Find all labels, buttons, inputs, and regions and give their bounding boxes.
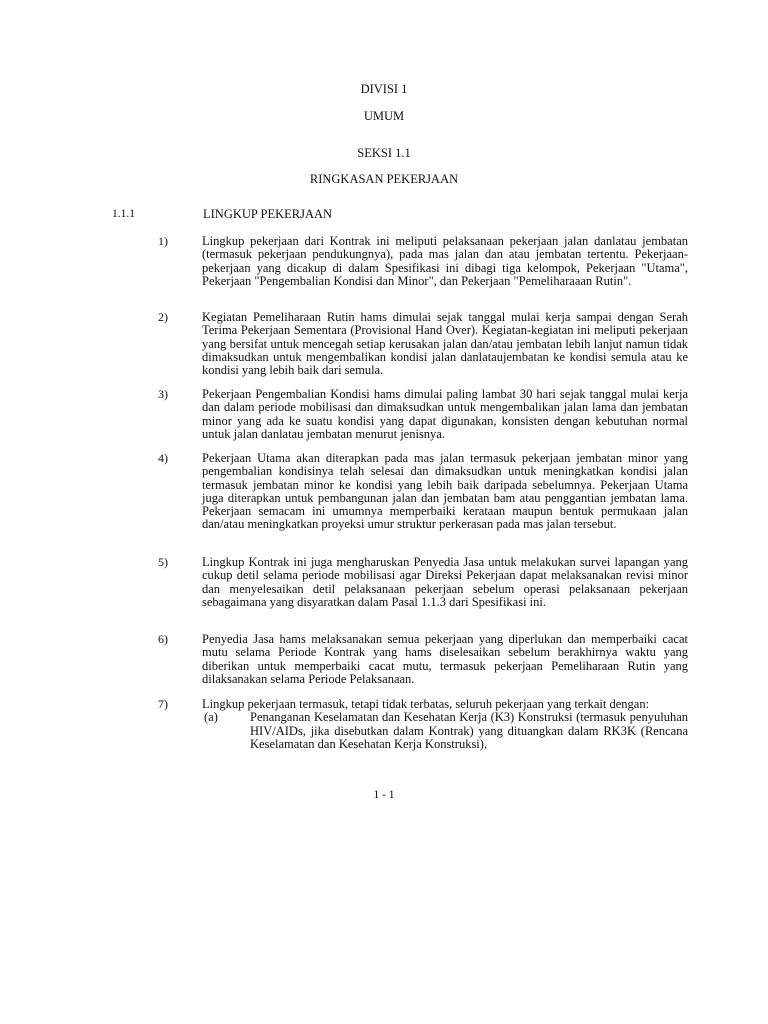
list-item-text: Kegiatan Pemeliharaan Rutin hams dimulai sejak tanggal mulai kerja sampai dengan Serah Terima Pekerjaan Sementara (Provisional Hand Over). Kegiatan-kegiatan ini meliputi pekerjaan yang bersifat untuk mencegah setiap kerusakan jalan dan/atau jembatan lebih lanjut namun tidak dimaksudkan untuk mengembalikan kondisi jalan danlataujembatan ke kondisi semula atau ke kondisi yang lebih baik dari semula. xyxy=(202,310,688,378)
subsection-title: LINGKUP PEKERJAAN xyxy=(203,207,333,221)
list-item-number: 6) xyxy=(158,632,168,646)
list-item-text: Lingkup pekerjaan termasuk, tetapi tidak terbatas, seluruh pekerjaan yang terkait dengan: xyxy=(202,697,650,711)
section-title: RINGKASAN PEKERJAAN xyxy=(309,172,459,186)
list-item-text: Pekerjaan Utama akan diterapkan pada mas jalan termasuk pekerjaan jembatan minor yang pengembalian kondisinya telah selesai dan dimaksudkan untuk meningkatkan kondisi jalan termasuk jembatan minor ke kondisi yang lebih baik daripada sebelumnya. Pekerjaan Utama juga diterapkan untuk pembangunan jalan dan jembatan bam atau penggantian jembatan lama. Pekerjaan semacam ini umumnya memperbaiki kerataan maupun bentuk permukaan jalan dan/atau meningkatkan proyeksi umur struktur perkerasan pada mas jalan tersebut. xyxy=(202,451,688,532)
section-heading: SEKSI 1.1 xyxy=(357,146,411,160)
division-heading: DIVISI 1 xyxy=(360,82,408,96)
list-item-number: 4) xyxy=(158,451,168,465)
list-item-number: 7) xyxy=(158,697,168,711)
sub-list-item-label: (a) xyxy=(204,710,218,725)
category-heading: UMUM xyxy=(363,109,405,123)
list-item-number: 2) xyxy=(158,310,168,324)
subsection-number: 1.1.1 xyxy=(112,208,135,220)
list-item-text: Pekerjaan Pengembalian Kondisi hams dimulai paling lambat 30 hari sejak tanggal mulai kerja dan dalam periode mobilisasi dan dimaksudkan untuk mengembalikan jalan lama dan jembatan minor yang ada ke suatu kondisi yang dapat digunakan, konsisten dengan kebutuhan normal untuk jalan danlatau jembatan menurut jenisnya. xyxy=(202,387,688,441)
list-item-number: 3) xyxy=(158,387,168,401)
sub-list-item xyxy=(202,711,688,751)
list-item-text: Penyedia Jasa hams melaksanakan semua pekerjaan yang diperlukan dan memperbaiki cacat mutu selama Periode Kontrak yang hams diselesaikan sebelum berakhirnya waktu yang diberikan untuk memperbaiki cacat mutu, termasuk pekerjaan Pemeliharaan Rutin yang dilaksanakan selama Periode Pelaksanaan. xyxy=(202,632,688,686)
list-item-number: 1) xyxy=(158,234,168,248)
sub-list-item-text: Penanganan Keselamatan dan Kesehatan Kerja (K3) Konstruksi (termasuk penyuluhan HIV/AIDs, jika disebutkan dalam Kontrak) yang dituangkan dalam RK3K (Rencana Keselamatan dan Kesehatan Kerja Konstruksi), xyxy=(250,710,688,751)
list-item-number: 5) xyxy=(158,555,168,569)
list-item-body xyxy=(202,698,688,751)
list-item-text: Lingkup Kontrak ini juga mengharuskan Penyedia Jasa untuk melakukan survei lapangan yang cukup detil selama periode mobilisasi agar Direksi Pekerjaan dapat melaksanakan revisi minor dan menyelesaikan detil pelaksanaan pekerjaan sebelum operasi pelaksanaan pekerjaan sebagaimana yang disyaratkan dalam Pasal 1.1.3 dari Spesifikasi ini. xyxy=(202,555,688,609)
list-item-text: Lingkup pekerjaan dari Kontrak ini meliputi pelaksanaan pekerjaan jalan danlatau jembatan (termasuk pekerjaan pendukungnya), pada mas jalan dan atau jembatan tertentu. Pekerjaan-pekerjaan yang dicakup di dalam Spesifikasi ini dibagi tiga kelompok, Pekerjaan "Utama", Pekerjaan "Pengembalian Kondisi dan Minor", dan Pekerjaan "Pemeliharaaan Rutin". xyxy=(202,234,688,288)
page-number: 1 - 1 xyxy=(373,789,395,801)
